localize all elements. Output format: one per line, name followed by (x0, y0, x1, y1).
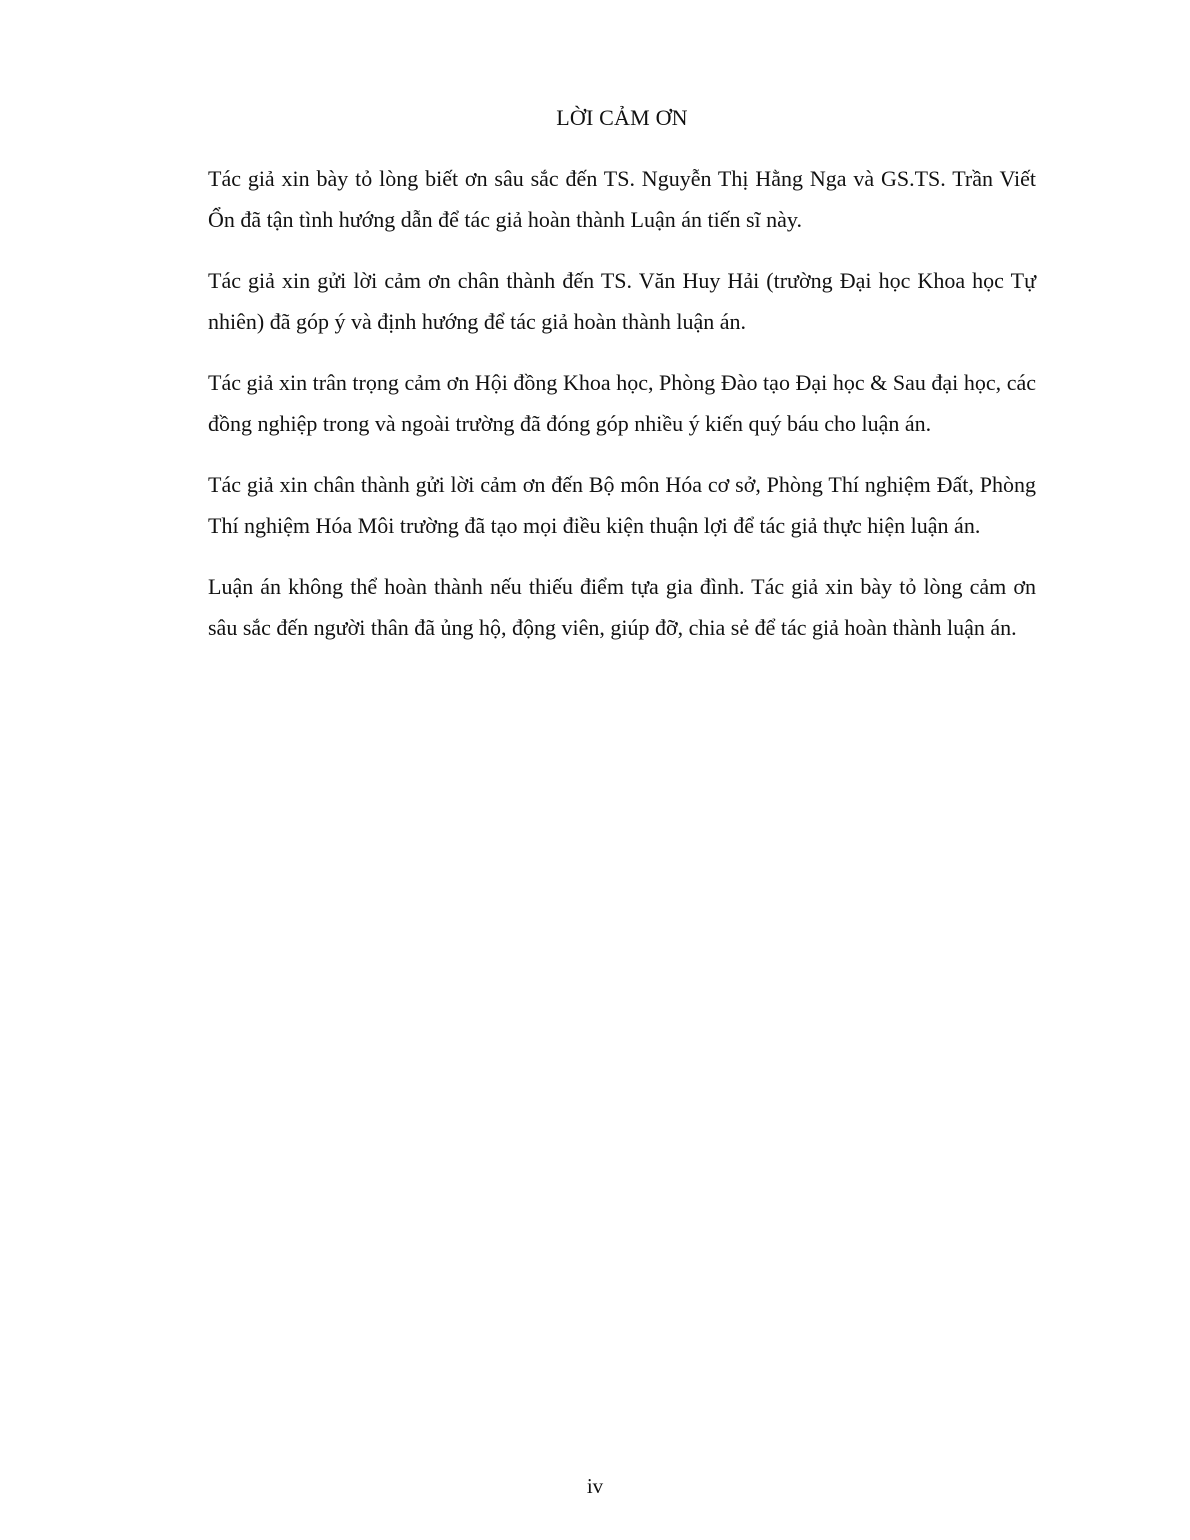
acknowledgement-body (208, 159, 1036, 669)
paragraph-2: Tác giả xin gửi lời cảm ơn chân thành đến TS. Văn Huy Hải (trường Đại học Khoa học Tự nhiên) đã góp ý và định hướng để tác giả hoàn thành luận án. (208, 268, 1036, 334)
paragraph-4: Tác giả xin chân thành gửi lời cảm ơn đến Bộ môn Hóa cơ sở, Phòng Thí nghiệm Đất, Phòng Thí nghiệm Hóa Môi trường đã tạo mọi điều kiện thuận lợi để tác giả thực hiện luận án. (208, 472, 1036, 538)
page-title: LỜI CẢM ƠN (556, 105, 688, 130)
paragraph-5: Luận án không thể hoàn thành nếu thiếu điểm tựa gia đình. Tác giả xin bày tỏ lòng cảm ơn sâu sắc đến người thân đã ủng hộ, động viên, giúp đỡ, chia sẻ để tác giả hoàn thành luận án. (208, 574, 1036, 640)
paragraph-1: Tác giả xin bày tỏ lòng biết ơn sâu sắc đến TS. Nguyễn Thị Hằng Nga và GS.TS. Trần Viết Ổn đã tận tình hướng dẫn để tác giả hoàn thành Luận án tiến sĩ này. (208, 166, 1036, 232)
page-number: iv (586, 1474, 604, 1498)
paragraph-3: Tác giả xin trân trọng cảm ơn Hội đồng Khoa học, Phòng Đào tạo Đại học & Sau đại học, các đồng nghiệp trong và ngoài trường đã đóng góp nhiều ý kiến quý báu cho luận án. (208, 370, 1036, 436)
